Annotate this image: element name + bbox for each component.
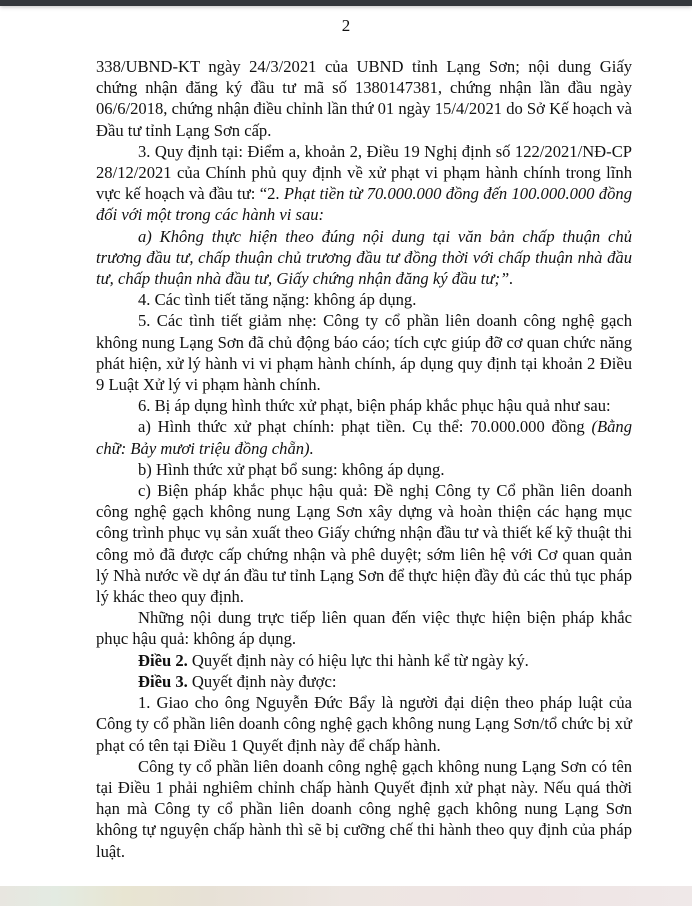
paragraph-article-2 (96, 650, 632, 671)
paragraph-additional-penalty: b) Hình thức xử phạt bổ sung: không áp dụng. (138, 459, 445, 479)
paragraph-violation-a: a) Không thực hiện theo đúng nội dung tại văn bản chấp thuận chủ trương đầu tư, chấp thuận chủ trương đầu tư đồng thời với chấp thuận nhà đầu tư, chấp thuận nhà đầu tư, Giấy chứng nhận đăng ký đầu tư;”. (96, 226, 632, 289)
paragraph-penalty-forms: 6. Bị áp dụng hình thức xử phạt, biện pháp khắc phục hậu quả như sau: (138, 396, 611, 416)
article-2-heading: Điều 2. (138, 650, 188, 670)
paragraph-mitigating: 5. Các tình tiết giảm nhẹ: Công ty cổ phần liên doanh công nghệ gạch không nung Lạng Sơn đã chủ động báo cáo; tích cực giúp đỡ cơ quan chức năng phát hiện, xử lý hành vi vi phạm hành chính, áp dụng quy định tại khoản 2 Điều 9 Luật Xử lý vi phạm hành chính. (96, 311, 632, 395)
paragraph-investment-certificate: 338/UBND-KT ngày 24/3/2021 của UBND tỉnh Lạng Sơn; nội dung Giấy chứng nhận đăng ký đầu tư mã số 1380147381, chứng nhận lần đầu ngày 06/6/2018, chứng nhận điều chỉnh lần thứ 01 ngày 15/4/2021 do Sở Kế hoạch và Đầu tư tỉnh Lạng Sơn cấp. (96, 57, 633, 140)
paragraph-enforcement: Công ty cổ phần liên doanh công nghệ gạch không nung Lạng Sơn có tên tại Điều 1 phải nghiêm chỉnh chấp hành Quyết định xử phạt này. Nếu quá thời hạn mà Công ty cổ phần liên doanh công nghệ gạch không nung Lạng Sơn không tự nguyện chấp hành thì sẽ bị cưỡng chế thi hành theo quy định của pháp luật. (96, 756, 632, 861)
document-body (96, 56, 632, 862)
article-2-text: Quyết định này có hiệu lực thi hành kể từ ngày ký. (187, 650, 529, 670)
paragraph-assignment: 1. Giao cho ông Nguyễn Đức Bẩy là người đại diện theo pháp luật của Công ty cổ phần liên doanh công nghệ gạch không nung Lạng Sơn/tổ chức bị xử phạt có tên tại Điều 1 Quyết định này để chấp hành. (96, 693, 632, 755)
page-number: 2 (341, 16, 351, 35)
paragraph-regulation (96, 141, 632, 226)
viewer-top-bar (0, 0, 692, 6)
article-3-text: Quyết định này được: (187, 671, 337, 691)
main-penalty-lead: a) Hình thức xử phạt chính: phạt tiền. Cụ thể: 70.000.000 đồng (138, 417, 592, 437)
regulation-quote: Phạt tiền từ 70.000.000 đồng đến 100.000.000 đồng đối với một trong các hành vi sau: (96, 184, 632, 225)
paragraph-main-penalty (96, 416, 632, 458)
background-strip (0, 886, 692, 906)
paragraph-aggravating: 4. Các tình tiết tăng nặng: không áp dụng. (138, 290, 417, 310)
regulation-lead: 3. Quy định tại: Điểm a, khoản 2, Điều 19 Nghị định số 122/2021/NĐ-CP 28/12/2021 của Chính phủ quy định về xử phạt vi phạm hành chính trong lĩnh vực kế hoạch và đầu tư: “2. (96, 141, 632, 204)
main-penalty-in-words: (Bằng chữ: Bảy mươi triệu đồng chẵn). (96, 417, 632, 458)
paragraph-remedial-related: Những nội dung trực tiếp liên quan đến việc thực hiện biện pháp khắc phục hậu quả: không áp dụng. (96, 608, 632, 649)
paragraph-remedial-measures: c) Biện pháp khắc phục hậu quả: Đề nghị Công ty Cổ phần liên doanh công nghệ gạch không nung Lạng Sơn xây dựng và hoàn thiện các hạng mục công trình phục vụ sản xuất theo Giấy chứng nhận đầu tư và thiết kế kỹ thuật thi công mỏ đã được cấp chứng nhận và phê duyệt; sớm liên hệ với Cơ quan quản lý Nhà nước về dự án đầu tư tỉnh Lạng Sơn để thực hiện đầy đủ các thủ tục pháp lý khác theo quy định. (96, 481, 632, 607)
article-3-heading: Điều 3. (138, 671, 188, 691)
paragraph-article-3 (96, 671, 632, 692)
